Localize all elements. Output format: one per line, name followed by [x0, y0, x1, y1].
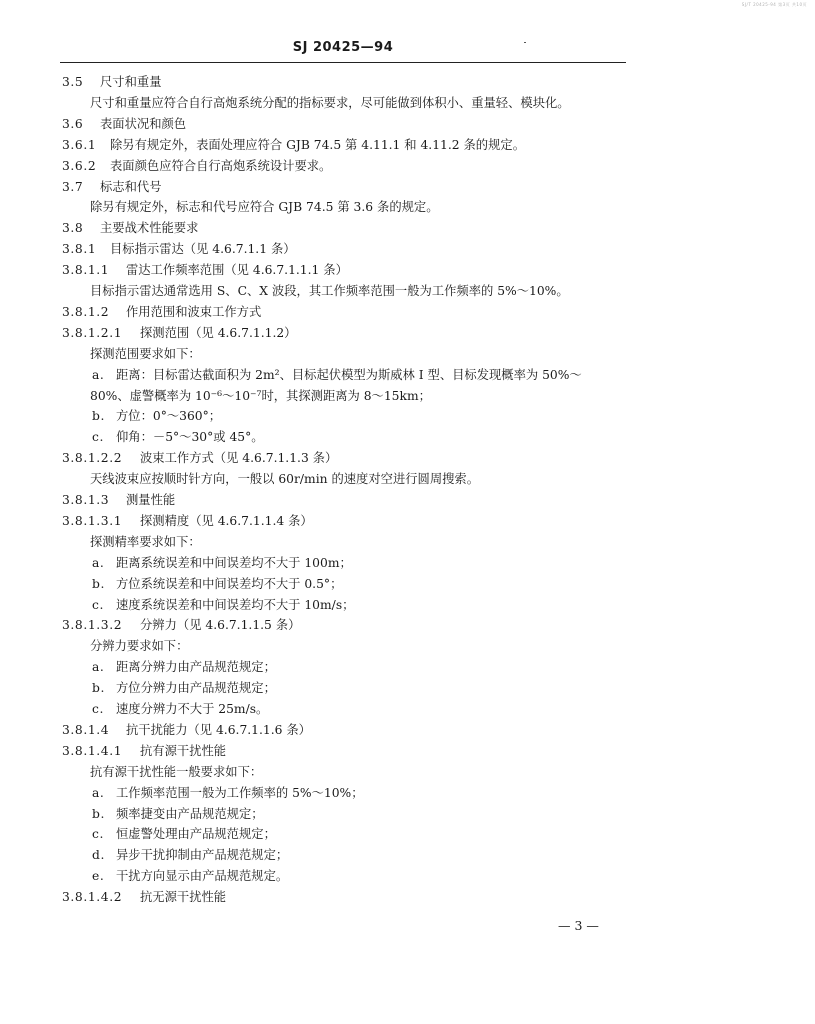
section-number: 3.8.1.2	[62, 304, 110, 319]
paragraph-line: 抗有源干扰性能一般要求如下：	[90, 764, 263, 779]
list-item-marker: c.	[92, 430, 104, 445]
list-item-text: 干扰方向显示由产品规范规定。	[116, 869, 289, 884]
section-number: 3.8.1.4.1	[62, 743, 123, 758]
list-item-marker: a.	[92, 785, 105, 800]
section-title: 测量性能	[126, 493, 176, 507]
list-item-marker: b.	[92, 806, 105, 821]
list-item-marker: b.	[92, 681, 105, 696]
list-item-marker: b.	[92, 409, 105, 424]
list-item-text: 恒虚警处理由产品规范规定；	[116, 827, 276, 842]
paragraph-line: 天线波束应按顺时针方向，一般以 60r/min 的速度对空进行圆周搜索。	[90, 472, 480, 487]
list-item-marker: a.	[92, 367, 105, 382]
corner-mark: SJ/T 20425-94 第3页 共10页	[741, 2, 807, 7]
section-title: 探测精度（见 4.6.7.1.1.4 条）	[140, 513, 313, 528]
section-number: 3.8.1.3.1	[62, 513, 123, 528]
section-title: 表面状况和颜色	[100, 116, 187, 131]
section-number: 3.8.1.2.2	[62, 451, 123, 466]
list-item-marker: a.	[92, 555, 105, 570]
section-number: 3.8.1.2.1	[62, 325, 123, 340]
list-item-marker: b.	[92, 576, 105, 591]
list-item-text: 仰角：－5°～30°或 45°。	[116, 430, 264, 445]
list-item-text: 异步干扰抑制由产品规范规定；	[116, 848, 289, 863]
paragraph-line: 探测精率要求如下：	[90, 534, 201, 549]
section-title: 表面颜色应符合自行高炮系统设计要求。	[110, 158, 332, 173]
list-item-text: 速度分辨力不大于 25m/s。	[116, 702, 269, 716]
section-number: 3.8	[62, 221, 84, 236]
paragraph-line: 尺寸和重量应符合自行高炮系统分配的指标要求，尽可能做到体积小、重量轻、模块化。	[90, 95, 570, 110]
section-number: 3.8.1.4.2	[62, 890, 123, 905]
section-title: 分辨力（见 4.6.7.1.1.5 条）	[140, 618, 301, 633]
section-title: 主要战术性能要求	[100, 221, 199, 236]
section-title: 目标指示雷达（见 4.6.7.1.1 条）	[110, 242, 296, 257]
section-number: 3.5	[62, 75, 84, 89]
list-item-text: 距离：目标雷达截面积为 2m²、目标起伏模型为斯威林 I 型、目标发现概率为 50%～	[116, 367, 582, 382]
list-item-marker: c.	[92, 827, 104, 842]
list-item-text: 距离系统误差和中间误差均不大于 100m；	[116, 555, 352, 570]
list-item-marker: a.	[92, 660, 105, 675]
section-title: 雷达工作频率范围（见 4.6.7.1.1.1 条）	[126, 263, 348, 278]
section-title: 抗干扰能力（见 4.6.7.1.1.6 条）	[126, 722, 311, 737]
section-title: 作用范围和波束工作方式	[126, 304, 262, 319]
section-number: 3.8.1.3	[62, 493, 110, 507]
list-item-text: 速度系统误差和中间误差均不大于 10m/s；	[116, 597, 355, 612]
section-title: 探测范围（见 4.6.7.1.1.2）	[140, 325, 297, 340]
section-number: 3.8.1.3.2	[62, 618, 123, 633]
list-item-text: 方位分辨力由产品规范规定；	[116, 681, 276, 696]
list-item-text: 距离分辨力由产品规范规定；	[116, 660, 276, 675]
section-title: 波束工作方式（见 4.6.7.1.1.3 条）	[140, 451, 338, 466]
section-number: 3.8.1.1	[62, 263, 110, 278]
section-number: 3.6	[62, 116, 84, 131]
section-number: 3.8.1	[62, 242, 97, 257]
list-item-text: 工作频率范围一般为工作频率的 5%～10%；	[116, 785, 364, 800]
standard-number-header: SJ 20425—94	[292, 40, 394, 55]
list-item-text: 方位系统误差和中间误差均不大于 0.5°；	[116, 576, 343, 591]
list-item-text: 频率捷变由产品规范规定；	[116, 806, 264, 821]
section-title: 抗有源干扰性能	[140, 743, 227, 758]
list-item-marker: d.	[92, 848, 105, 863]
section-number: 3.6.1	[62, 137, 97, 152]
paragraph-line: 探测范围要求如下：	[90, 346, 201, 361]
section-title: 除另有规定外，表面处理应符合 GJB 74.5 第 4.11.1 和 4.11.2 条的规定。	[110, 137, 525, 152]
list-item-text: 方位：0°～360°；	[116, 409, 222, 424]
paragraph-line: 分辨力要求如下：	[90, 639, 189, 654]
header-rule	[60, 62, 626, 63]
section-number: 3.7	[62, 179, 84, 194]
page-number: — 3 —	[558, 918, 599, 933]
paragraph-continuation: 80%、虚警概率为 10⁻⁶～10⁻⁷时，其探测距离为 8～15km；	[90, 388, 431, 403]
paragraph-line: 除另有规定外，标志和代号应符合 GJB 74.5 第 3.6 条的规定。	[90, 200, 439, 215]
list-item-marker: c.	[92, 597, 104, 612]
section-number: 3.6.2	[62, 158, 97, 173]
paragraph-line: 目标指示雷达通常选用 S、C、X 波段，其工作频率范围一般为工作频率的 5%～10%。	[90, 284, 569, 298]
section-title: 抗无源干扰性能	[140, 890, 227, 905]
section-title: 尺寸和重量	[100, 75, 162, 89]
section-title: 标志和代号	[100, 179, 162, 194]
section-number: 3.8.1.4	[62, 722, 110, 737]
scan-speck	[524, 42, 526, 43]
list-item-marker: e.	[92, 869, 105, 884]
list-item-marker: c.	[92, 702, 104, 716]
